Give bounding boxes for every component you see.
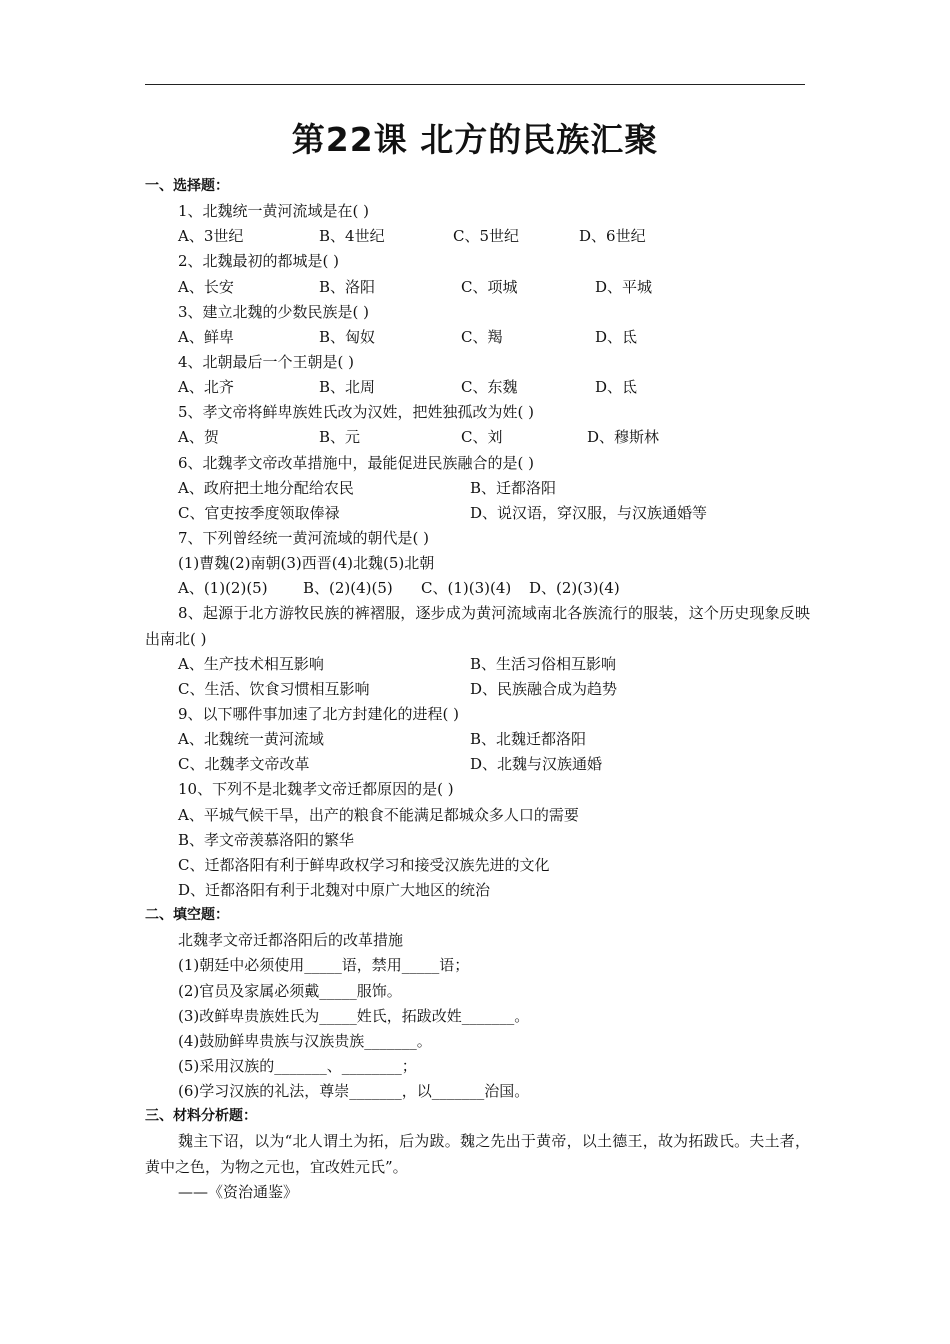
material-passage: 魏主下诏，以为“北人谓土为拓，后为跋。魏之先出于黄帝，以土德王，故为拓跋氏。夫土者，黄中之色，为物之元也，宜改姓元氏”。 — [145, 1132, 810, 1176]
option-b: B、孝文帝羡慕洛阳的繁华 — [178, 830, 355, 849]
options-row — [145, 501, 810, 526]
option-c: C、5世纪 — [453, 227, 520, 246]
section1-heading: 一、选择题： — [145, 178, 229, 194]
option-a: A、贺 — [178, 428, 219, 447]
option-d: D、民族融合成为趋势 — [470, 679, 618, 698]
option-d: D、说汉语，穿汉服，与汉族通婚等 — [470, 503, 708, 522]
option-b: B、匈奴 — [319, 327, 376, 346]
option-c: C、迁都洛阳有利于鲜卑政权学习和接受汉族先进的文化 — [178, 855, 550, 874]
fill-item: (6)学习汉族的礼法，尊崇_______，以_______治国。 — [178, 1082, 530, 1101]
option-d: D、(2)(3)(4) — [529, 579, 620, 598]
question-7-items: (1)曹魏(2)南朝(3)西晋(4)北魏(5)北朝 — [178, 554, 435, 573]
option-d: D、穆斯林 — [587, 428, 660, 447]
option-c: C、北魏孝文帝改革 — [178, 755, 310, 774]
option-d: D、氐 — [595, 327, 638, 346]
header-rule — [145, 84, 805, 85]
option-d: D、迁都洛阳有利于北魏对中原广大地区的统治 — [178, 880, 491, 899]
option-a: A、(1)(2)(5) — [178, 579, 268, 598]
fill-item: (5)采用汉族的_______、________； — [178, 1056, 417, 1075]
options-row — [145, 677, 810, 702]
option-a: A、北齐 — [178, 378, 234, 397]
option-c: C、东魏 — [461, 378, 518, 397]
option-a: A、长安 — [178, 277, 234, 296]
options-row — [145, 325, 810, 350]
options-row — [145, 275, 810, 300]
question-3: 3、建立北魏的少数民族是( ) — [178, 302, 370, 321]
document-body — [145, 174, 810, 1205]
option-a: A、鲜卑 — [178, 327, 234, 346]
options-row — [145, 576, 810, 601]
option-c: C、项城 — [461, 277, 518, 296]
option-a: A、平城气候干旱，出产的粮食不能满足都城众多人口的需要 — [178, 805, 579, 824]
options-row — [145, 727, 810, 752]
option-b: B、北魏迁都洛阳 — [470, 730, 587, 749]
option-b: B、(2)(4)(5) — [303, 579, 393, 598]
fill-intro: 北魏孝文帝迁都洛阳后的改革措施 — [178, 931, 404, 950]
question-7: 7、下列曾经统一黄河流域的朝代是( ) — [178, 528, 430, 547]
option-b: B、4世纪 — [319, 227, 385, 246]
question-2: 2、北魏最初的都城是( ) — [178, 252, 340, 271]
option-c: C、生活、饮食习惯相互影响 — [178, 679, 370, 698]
option-d: D、氐 — [595, 378, 638, 397]
question-5: 5、孝文帝将鲜卑族姓氏改为汉姓，把姓独孤改为姓( ) — [178, 403, 535, 422]
fill-item: (3)改鲜卑贵族姓氏为_____姓氏，拓跋改姓_______。 — [178, 1006, 530, 1025]
option-d: D、北魏与汉族通婚 — [470, 755, 603, 774]
option-b: B、元 — [319, 428, 361, 447]
option-b: B、北周 — [319, 378, 376, 397]
question-1: 1、北魏统一黄河流域是在( ) — [178, 202, 370, 221]
question-10: 10、下列不是北魏孝文帝迁都原因的是( ) — [178, 780, 454, 799]
material-source: ——《资治通鉴》 — [178, 1182, 299, 1201]
option-a: A、3世纪 — [178, 227, 244, 246]
option-b: B、洛阳 — [319, 277, 376, 296]
section2-heading: 二、填空题： — [145, 907, 229, 924]
options-row — [145, 652, 810, 677]
page-title: 第22课 北方的民族汇聚 — [291, 120, 659, 159]
option-b: B、生活习俗相互影响 — [470, 654, 617, 673]
fill-item: (1)朝廷中必须使用_____语，禁用_____语； — [178, 956, 470, 975]
options-row — [145, 425, 810, 450]
option-a: A、北魏统一黄河流域 — [178, 730, 324, 749]
option-a: A、生产技术相互影响 — [178, 654, 324, 673]
option-c: C、官吏按季度领取俸禄 — [178, 503, 340, 522]
option-c: C、刘 — [461, 428, 503, 447]
options-row — [145, 476, 810, 501]
question-8: 8、起源于北方游牧民族的裤褶服，逐步成为黄河流域南北各族流行的服装，这个历史现象反映出南北( ) — [145, 604, 810, 648]
option-c: C、(1)(3)(4) — [421, 579, 512, 598]
question-9: 9、以下哪件事加速了北方封建化的进程( ) — [178, 704, 460, 723]
option-c: C、羯 — [461, 327, 503, 346]
options-row — [145, 224, 810, 249]
options-row — [145, 375, 810, 400]
options-row — [145, 752, 810, 777]
option-b: B、迁都洛阳 — [470, 478, 557, 497]
section3-heading: 三、材料分析题： — [145, 1108, 257, 1125]
option-a: A、政府把土地分配给农民 — [178, 478, 354, 497]
question-4: 4、北朝最后一个王朝是( ) — [178, 352, 355, 371]
option-d: D、6世纪 — [579, 227, 646, 246]
fill-item: (4)鼓励鲜卑贵族与汉族贵族_______。 — [178, 1031, 432, 1050]
fill-item: (2)官员及家属必须戴_____服饰。 — [178, 981, 402, 1000]
question-6: 6、北魏孝文帝改革措施中，最能促进民族融合的是( ) — [178, 453, 535, 472]
option-d: D、平城 — [595, 277, 653, 296]
